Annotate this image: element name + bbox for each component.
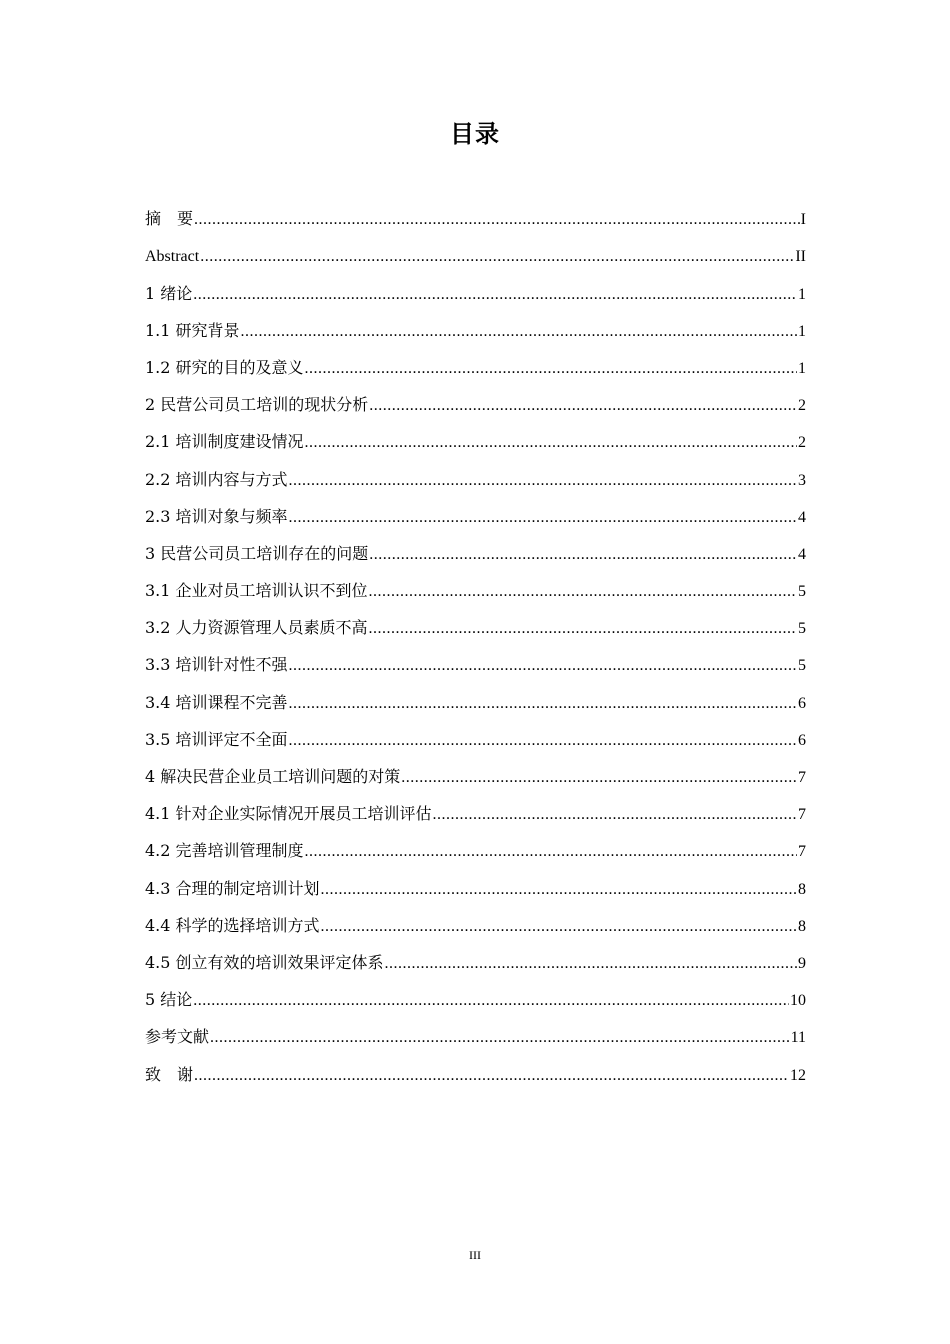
toc-entry-label: 5 结论 — [145, 990, 193, 1010]
toc-entry-page: 9 — [798, 954, 806, 972]
toc-entry-page: 11 — [790, 1029, 806, 1047]
toc-entry-page: 6 — [798, 694, 806, 712]
toc-leader-dots — [200, 248, 794, 266]
toc-entry-label: 3.2 人力资源管理人员素质不高 — [145, 618, 368, 638]
toc-entry-chapter-5[interactable] — [145, 973, 806, 1010]
toc-leader-dots — [369, 546, 797, 564]
toc-entry-label: 致 谢 — [145, 1064, 194, 1084]
toc-entry-section-4-5[interactable] — [145, 936, 806, 973]
toc-entry-section-2-2[interactable] — [145, 452, 806, 489]
toc-entry-section-2-3[interactable] — [145, 490, 806, 527]
toc-leader-dots — [194, 211, 800, 229]
toc-entry-page: 3 — [798, 471, 806, 489]
toc-leader-dots — [369, 620, 797, 638]
toc-entry-page: 7 — [798, 806, 806, 824]
toc-entry-label: 4.3 合理的制定培训计划 — [145, 878, 320, 898]
toc-leader-dots — [385, 955, 797, 973]
toc-entry-label: 2.3 培训对象与频率 — [145, 506, 288, 526]
toc-leader-dots — [210, 1029, 790, 1047]
toc-leader-dots — [289, 695, 797, 713]
toc-entry-label: 2.2 培训内容与方式 — [145, 469, 288, 489]
toc-leader-dots — [194, 1067, 789, 1085]
toc-entry-section-4-3[interactable] — [145, 861, 806, 898]
toc-entry-label: 3.3 培训针对性不强 — [145, 655, 288, 675]
toc-entry-label: 1 绪论 — [145, 283, 193, 303]
toc-entry-label: Abstract — [145, 248, 200, 266]
toc-entry-label: 3.5 培训评定不全面 — [145, 729, 288, 749]
toc-entry-abstract-en[interactable] — [145, 229, 806, 266]
toc-entry-section-3-3[interactable] — [145, 638, 806, 675]
toc-leader-dots — [305, 843, 797, 861]
toc-entry-section-2-1[interactable] — [145, 415, 806, 452]
toc-leader-dots — [305, 434, 797, 452]
toc-entry-label: 3.1 企业对员工培训认识不到位 — [145, 581, 368, 601]
page-footer-number: III — [469, 1248, 481, 1262]
toc-entry-section-3-5[interactable] — [145, 713, 806, 750]
toc-leader-dots — [305, 360, 797, 378]
toc-entry-page: I — [800, 211, 806, 229]
toc-leader-dots — [289, 732, 797, 750]
toc-entry-label: 3 民营公司员工培训存在的问题 — [145, 543, 369, 563]
toc-entry-references[interactable] — [145, 1010, 806, 1047]
toc-leader-dots — [369, 397, 797, 415]
toc-entry-label: 2 民营公司员工培训的现状分析 — [145, 395, 369, 415]
toc-entry-page: 4 — [798, 545, 806, 563]
toc-entry-label: 4.5 创立有效的培训效果评定体系 — [145, 952, 384, 972]
toc-entry-page: 10 — [790, 992, 806, 1010]
toc-entry-page: 2 — [798, 434, 806, 452]
toc-entry-section-3-2[interactable] — [145, 601, 806, 638]
toc-entry-label: 2.1 培训制度建设情况 — [145, 432, 304, 452]
toc-leader-dots — [289, 472, 797, 490]
toc-leader-dots — [433, 806, 797, 824]
toc-entry-page: 7 — [798, 769, 806, 786]
toc-entry-label: 4.1 针对企业实际情况开展员工培训评估 — [145, 804, 432, 824]
toc-entry-page: 5 — [798, 657, 806, 675]
toc-entry-section-4-1[interactable] — [145, 787, 806, 824]
toc-leader-dots — [321, 918, 797, 936]
toc-entry-page: 2 — [798, 397, 806, 415]
toc-leader-dots — [289, 657, 797, 675]
toc-entry-page: 1 — [798, 359, 806, 377]
toc-leader-dots — [321, 881, 797, 899]
toc-entry-page: II — [795, 248, 806, 266]
toc-entry-page: 5 — [798, 620, 806, 638]
toc-entry-chapter-2[interactable] — [145, 378, 806, 415]
toc-entry-page: 5 — [798, 583, 806, 601]
toc-entry-page: 7 — [798, 843, 806, 861]
toc-entry-label: 参考文献 — [145, 1027, 210, 1047]
toc-leader-dots — [289, 509, 797, 527]
toc-entry-page: 12 — [790, 1066, 806, 1084]
toc-entry-page: 8 — [798, 880, 806, 898]
toc-entry-page: 4 — [798, 508, 806, 526]
toc-entry-page: 1 — [798, 322, 806, 340]
toc-entry-abstract-cn[interactable] — [145, 192, 806, 229]
toc-entry-acknowledgements[interactable] — [145, 1047, 806, 1084]
toc-entry-label: 4.2 完善培训管理制度 — [145, 841, 304, 861]
toc-leader-dots — [241, 323, 797, 341]
toc-entry-label: 4 解决民营企业员工培训问题的对策 — [145, 767, 401, 786]
toc-entry-page: 8 — [798, 917, 806, 935]
toc-leader-dots — [193, 992, 789, 1010]
toc-entry-label: 1.2 研究的目的及意义 — [145, 357, 304, 377]
toc-leader-dots — [193, 286, 797, 304]
toc-leader-dots — [369, 583, 797, 601]
toc-entry-section-4-2[interactable] — [145, 824, 806, 861]
toc-entry-label: 3.4 培训课程不完善 — [145, 692, 288, 712]
toc-entry-label: 4.4 科学的选择培训方式 — [145, 915, 320, 935]
toc-entry-chapter-1[interactable] — [145, 266, 806, 303]
toc-entry-section-1-1[interactable] — [145, 304, 806, 341]
toc-entry-page: 1 — [798, 285, 806, 303]
toc-entry-section-4-4[interactable] — [145, 899, 806, 936]
toc-entry-label: 1.1 研究背景 — [145, 320, 240, 340]
toc-entry-page: 6 — [798, 731, 806, 749]
toc-entry-label: 摘 要 — [145, 209, 194, 229]
toc-entry-section-1-2[interactable] — [145, 341, 806, 378]
page-title: 目录 — [450, 120, 500, 148]
toc-entry-section-3-1[interactable] — [145, 564, 806, 601]
toc-leader-dots — [401, 769, 797, 787]
toc-entry-section-3-4[interactable] — [145, 675, 806, 712]
toc-entry-chapter-3[interactable] — [145, 527, 806, 564]
table-of-contents — [145, 192, 806, 1085]
toc-entry-chapter-4[interactable] — [145, 750, 806, 787]
